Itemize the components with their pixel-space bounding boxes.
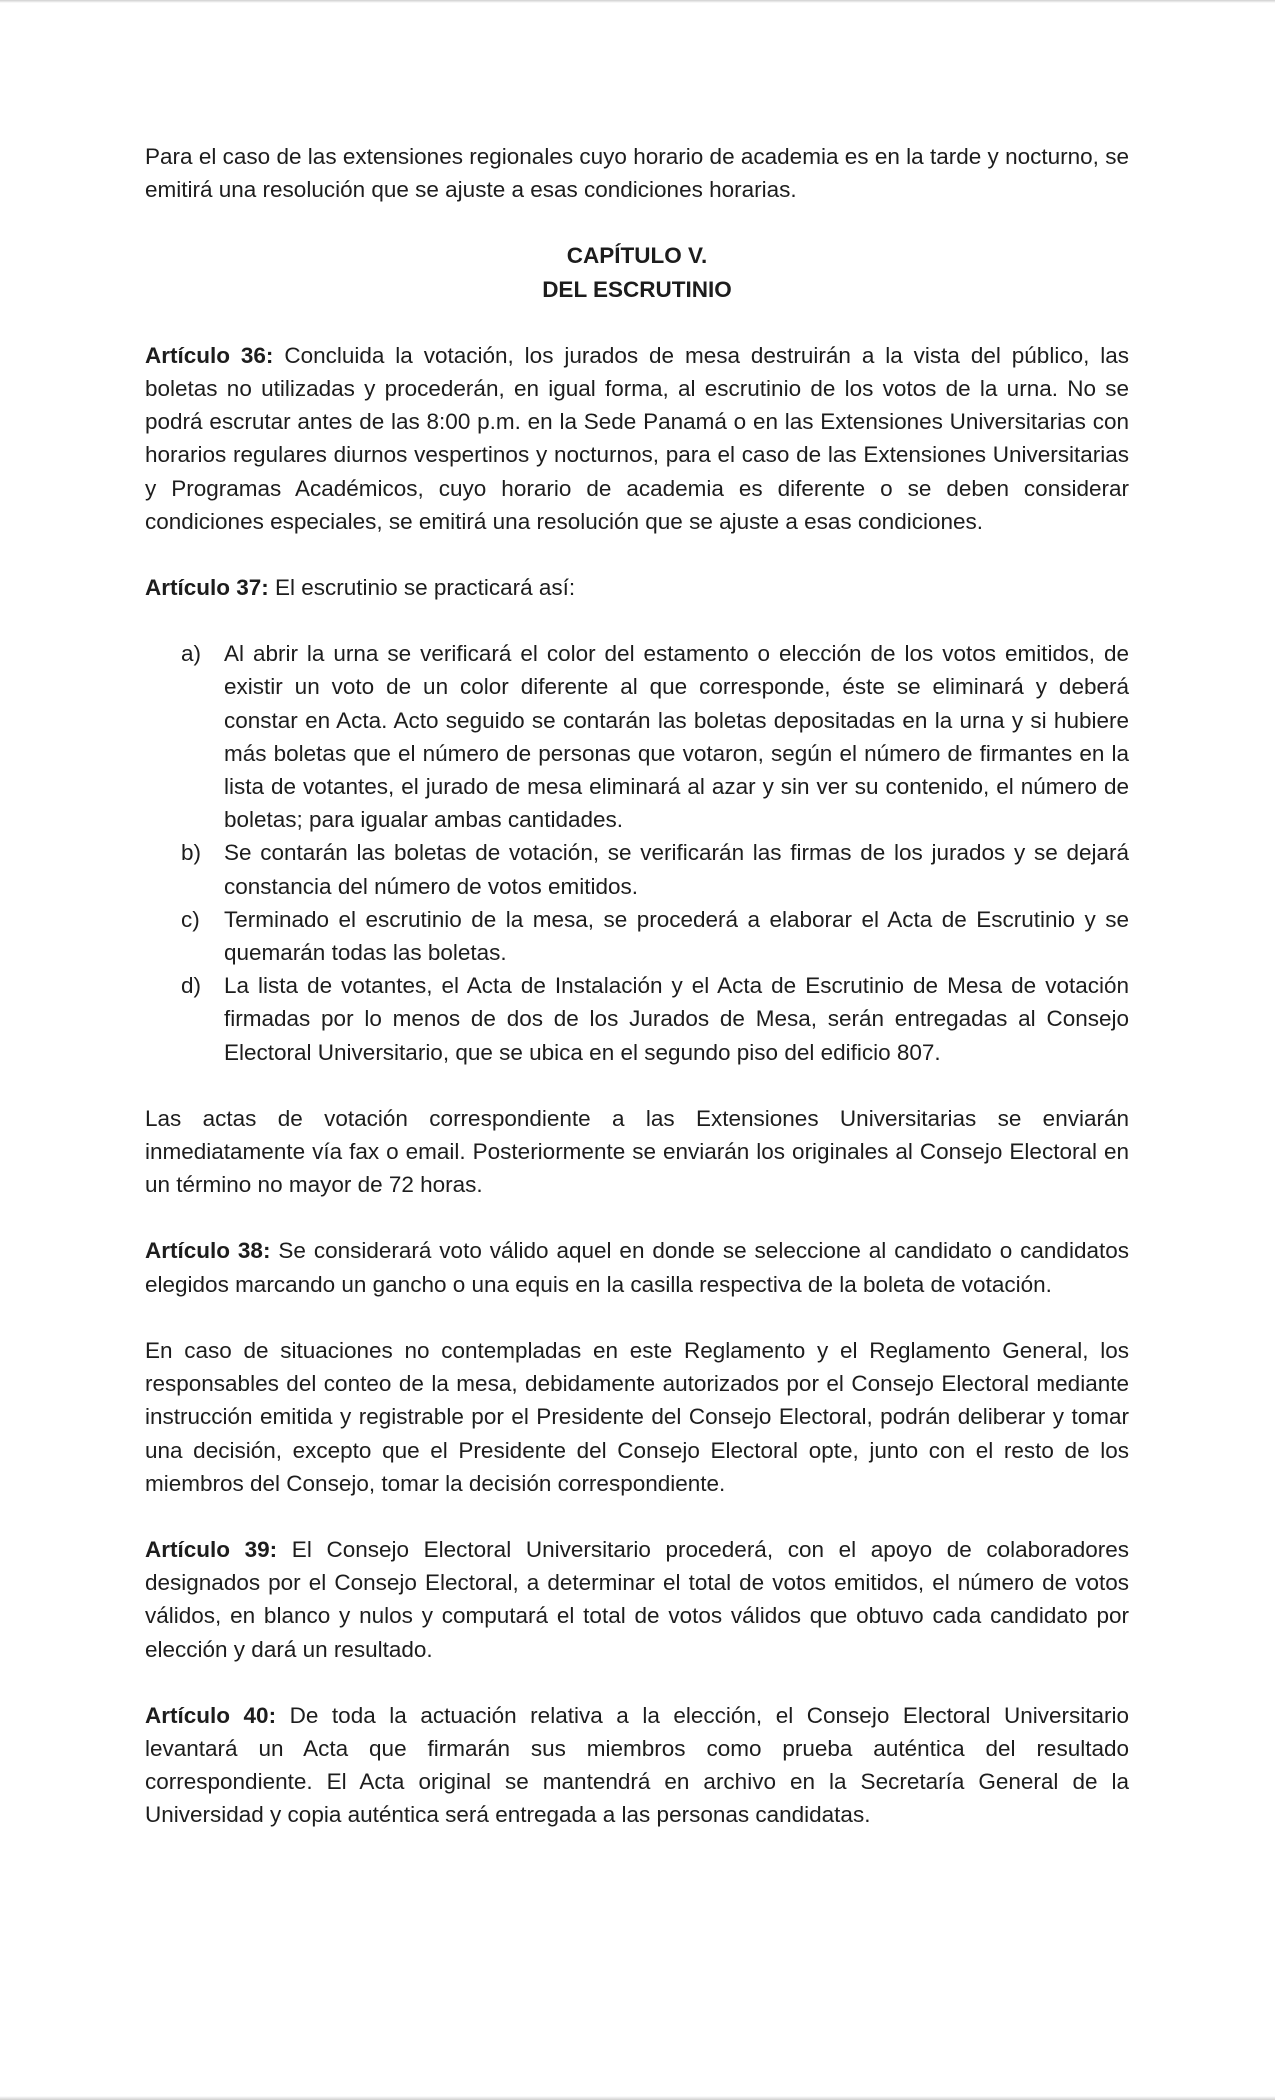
chapter-number: CAPÍTULO V. bbox=[566, 243, 708, 269]
article-38-text: Se considerará voto válido aquel en donde se seleccione al candidato o candidatos elegidos marcando un gancho o una equis en la casilla respectiva de la boleta de votación. bbox=[145, 1238, 1129, 1297]
list-item bbox=[145, 637, 1129, 836]
article-36 bbox=[145, 339, 1129, 538]
list-item-text: Se contarán las boletas de votación, se verificarán las firmas de los jurados y se dejará constancia del número de votos emitidos. bbox=[224, 840, 1129, 899]
article-40-text: De toda la actuación relativa a la elección, el Consejo Electoral Universitario levantará un Acta que firmarán sus miembros como prueba auténtica del resultado correspondiente. El Acta original se mantendrá en archivo en la Secretaría General de la Universidad y copia auténtica será entregada a las personas candidatas. bbox=[145, 1702, 1129, 1828]
document-body bbox=[145, 140, 1129, 1865]
article-36-text: Concluida la votación, los jurados de mesa destruirán a la vista del público, las boletas no utilizadas y procederán, en igual forma, al escrutinio de los votos de la urna. No se podrá escrutar antes de las 8:00 p.m. en la Sede Panamá o en las Extensiones Universitarias con horarios regulares diurnos vespertinos y nocturnos, para el caso de las Extensiones Universitarias y Programas Académicos, cuyo horario de academia es diferente o se deben considerar condiciones especiales, se emitirá una resolución que se ajuste a esas condiciones. bbox=[145, 342, 1129, 534]
article-38 bbox=[145, 1234, 1129, 1300]
list-item-text: La lista de votantes, el Acta de Instalación y el Acta de Escrutinio de Mesa de votación firmadas por lo menos de dos de los Jurados de Mesa, serán entregadas al Consejo Electoral Universitario, que se ubica en el segundo piso del edificio 807. bbox=[224, 973, 1129, 1065]
list-item-text: Terminado el escrutinio de la mesa, se procederá a elaborar el Acta de Escrutinio y se quemarán todas las boletas. bbox=[224, 906, 1129, 966]
article-40-label: Artículo 40: bbox=[145, 1702, 277, 1728]
list-item-marker: c) bbox=[181, 906, 200, 932]
article-38-label: Artículo 38: bbox=[145, 1238, 271, 1264]
actas-paragraph: Las actas de votación correspondiente a las Extensiones Universitarias se enviarán inmediatamente vía fax o email. Posteriormente se enviarán los originales al Consejo Electoral en un término no mayor de 72 horas. bbox=[145, 1105, 1129, 1198]
page-bottom-edge bbox=[0, 2096, 1275, 2100]
article-39-text: El Consejo Electoral Universitario procederá, con el apoyo de colaboradores designados por el Consejo Electoral, a determinar el total de votos emitidos, el número de votos válidos, en blanco y nulos y computará el total de votos válidos que obtuvo cada candidato por elección y dará un resultado. bbox=[145, 1536, 1129, 1662]
list-item bbox=[145, 836, 1129, 902]
situaciones-paragraph: En caso de situaciones no contempladas en este Reglamento y el Reglamento General, los responsables del conteo de la mesa, debidamente autorizados por el Consejo Electoral mediante instrucción emitida y registrable por el Presidente del Consejo Electoral, podrán deliberar y tomar una decisión, excepto que el Presidente del Consejo Electoral opte, junto con el resto de los miembros del Consejo, tomar la decisión correspondiente. bbox=[145, 1337, 1129, 1496]
article-36-label: Artículo 36: bbox=[145, 342, 274, 368]
list-item-marker: a) bbox=[181, 641, 202, 667]
list-item-marker: d) bbox=[181, 973, 202, 999]
article-37 bbox=[145, 571, 1129, 604]
article-37-list bbox=[145, 637, 1129, 1069]
chapter-title: DEL ESCRUTINIO bbox=[542, 276, 732, 302]
list-item-marker: b) bbox=[181, 840, 202, 866]
article-40 bbox=[145, 1699, 1129, 1832]
list-item bbox=[145, 969, 1129, 1069]
intro-paragraph: Para el caso de las extensiones regionales cuyo horario de academia es en la tarde y nocturno, se emitirá una resolución que se ajuste a esas condiciones horarias. bbox=[145, 144, 1129, 203]
chapter-heading bbox=[145, 239, 1129, 305]
list-item bbox=[145, 903, 1129, 969]
article-39-label: Artículo 39: bbox=[145, 1536, 278, 1562]
article-37-label: Artículo 37: bbox=[145, 575, 269, 601]
article-37-text: El escrutinio se practicará así: bbox=[268, 575, 576, 601]
page-top-edge bbox=[0, 0, 1275, 3]
list-item-text: Al abrir la urna se verificará el color del estamento o elección de los votos emitidos, de existir un voto de un color diferente al que corresponde, éste se eliminará y deberá constar en Acta. Acto seguido se contarán las boletas depositadas en la urna y si hubiere más boletas que el número de personas que votaron, según el número de firmantes en la lista de votantes, el jurado de mesa eliminará al azar y sin ver su contenido, el número de boletas; para igualar ambas cantidades. bbox=[224, 641, 1129, 833]
article-39 bbox=[145, 1533, 1129, 1666]
